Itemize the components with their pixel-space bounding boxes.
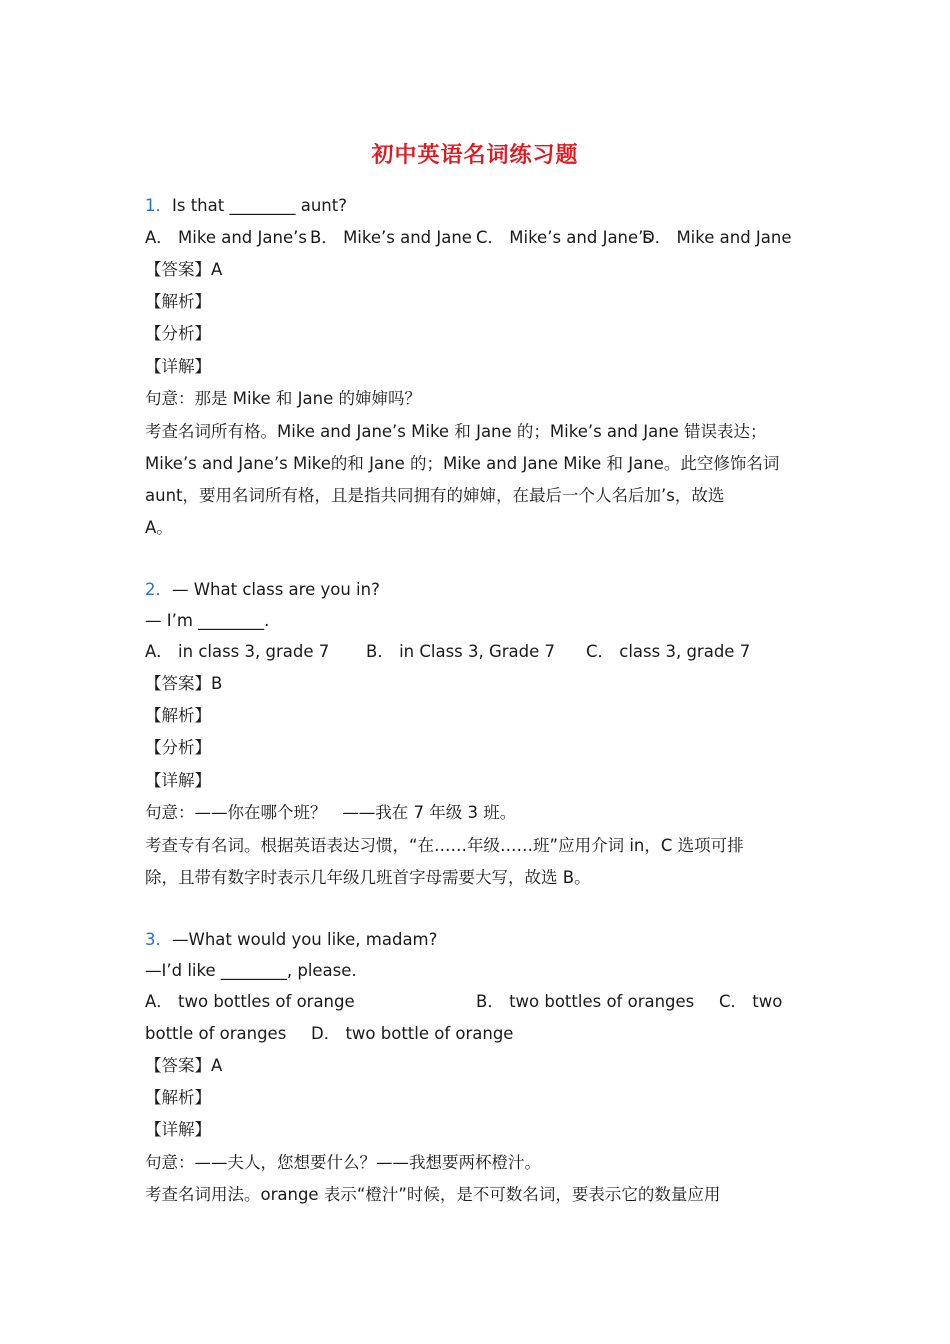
option-c-continued: bottle of oranges — [145, 1024, 287, 1043]
analysis-label: 【解析】 — [145, 1088, 211, 1107]
fenxi-label: 【分析】 — [145, 324, 211, 343]
explanation-line: aunt，要用名词所有格，且是指共同拥有的婶婶，在最后一个人名后加’s，故选 — [145, 486, 725, 505]
question-2-stem — [145, 579, 380, 601]
question-1-stem — [145, 195, 347, 217]
question-text: — What class are you in? — [172, 580, 380, 599]
question-text: —What would you like, madam? — [172, 930, 438, 949]
explanation-line: Mike’s and Jane’s Mike的和 Jane 的；Mike and Jane Mike 和 Jane。此空修饰名词 — [145, 454, 780, 473]
sentence-meaning: 句意：那是 Mike 和 Jane 的婶婶吗？ — [145, 389, 422, 408]
answer-label: 【答案】A — [145, 1056, 223, 1075]
option-c: C． class 3, grade 7 — [586, 642, 751, 661]
answer-label: 【答案】B — [145, 674, 223, 693]
explanation-line: 考查专有名词。根据英语表达习惯，“在……年级……班”应用介词 in，C 选项可排 — [145, 836, 744, 855]
sentence-meaning: 句意：——夫人，您想要什么？——我想要两杯橙汁。 — [145, 1153, 541, 1172]
analysis-label: 【解析】 — [145, 706, 211, 725]
detail-label: 【详解】 — [145, 357, 211, 376]
explanation-line: 考查名词用法。orange 表示“橙汁”时候，是不可数名词，要表示它的数量应用 — [145, 1185, 721, 1204]
analysis-label: 【解析】 — [145, 292, 211, 311]
option-b: B． Mike’s and Jane — [310, 228, 472, 247]
option-a: A． two bottles of orange — [145, 992, 355, 1011]
option-a: A． in class 3, grade 7 — [145, 642, 330, 661]
explanation-line: A。 — [145, 518, 173, 537]
option-b: B． two bottles of oranges — [476, 992, 695, 1011]
option-a: A． Mike and Jane’s — [145, 228, 307, 247]
question-number: 1． — [145, 196, 172, 215]
question-text-2: — I’m ________. — [145, 611, 270, 630]
question-text: Is that ________ aunt? — [172, 196, 347, 215]
sentence-meaning: 句意：——你在哪个班？ ——我在 7 年级 3 班。 — [145, 803, 517, 822]
option-b: B． in Class 3, Grade 7 — [366, 642, 556, 661]
option-d: D． Mike and Jane — [642, 228, 792, 247]
detail-label: 【详解】 — [145, 1120, 211, 1139]
page-title: 初中英语名词练习题 — [371, 142, 579, 168]
explanation-line: 除，且带有数字时表示几年级几班首字母需要大写，故选 B。 — [145, 868, 591, 887]
question-number: 3． — [145, 930, 172, 949]
fenxi-label: 【分析】 — [145, 738, 211, 757]
question-text-2: —I’d like ________, please. — [145, 961, 357, 980]
option-c: C． Mike’s and Jane’s — [476, 228, 653, 247]
explanation-line: 考查名词所有格。Mike and Jane’s Mike 和 Jane 的；Mike’s and Jane 错误表达； — [145, 422, 767, 441]
option-d: D． two bottle of orange — [311, 1024, 514, 1043]
answer-label: 【答案】A — [145, 260, 223, 279]
option-c: C． two — [719, 992, 783, 1011]
question-number: 2． — [145, 580, 172, 599]
detail-label: 【详解】 — [145, 771, 211, 790]
question-3-stem — [145, 929, 437, 951]
